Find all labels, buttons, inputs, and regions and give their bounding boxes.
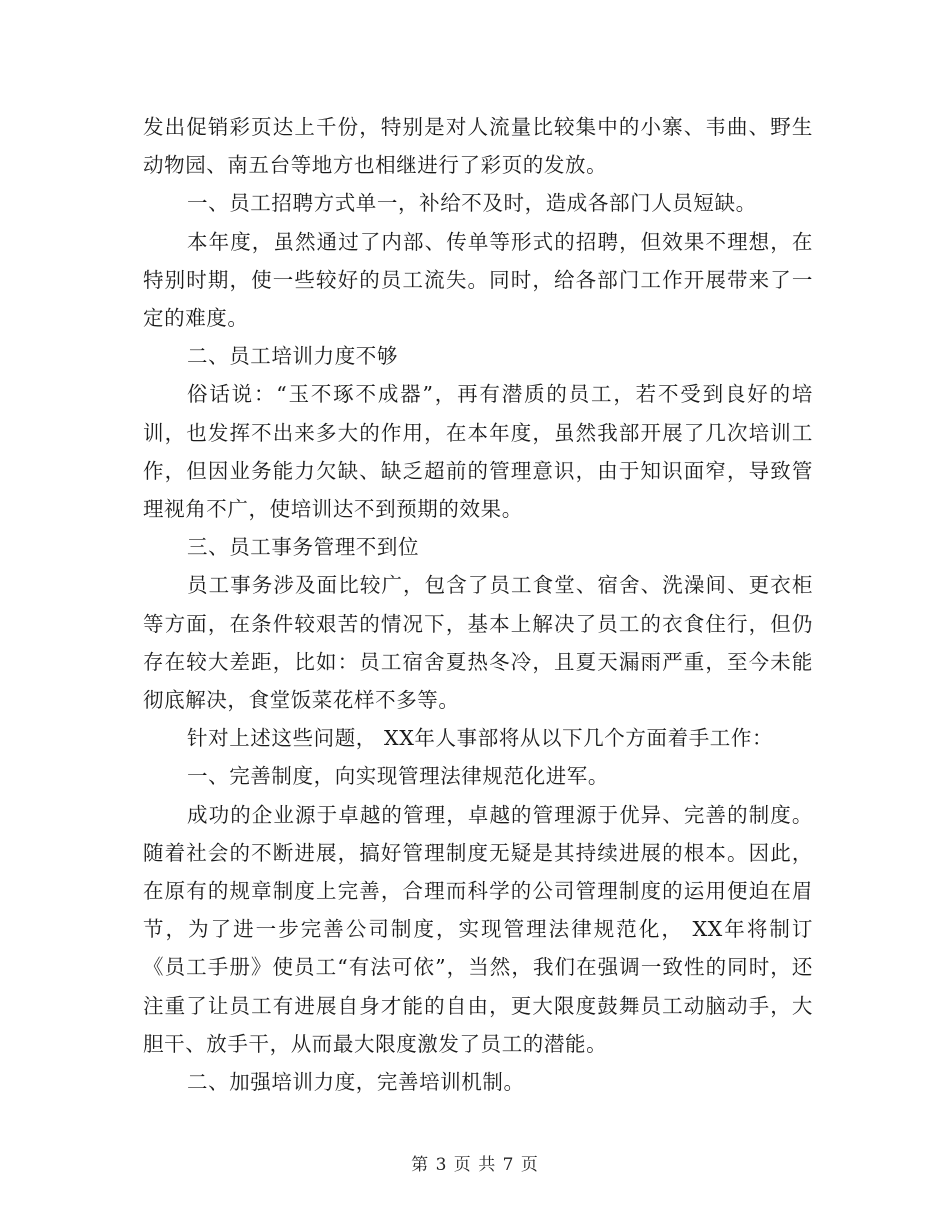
paragraph-training: 俗话说：“玉不琢不成器”，再有潜质的员工，若不受到良好的培训，也发挥不出来多大的作用，在本年度，虽然我部开展了几次培训工作，但因业务能力欠缺、缺乏超前的管理意识，由于知识面窄，导致管理视角不广，使培训达不到预期的效果。	[143, 382, 813, 522]
page-number-footer: 第 3 页 共 7 页	[411, 1155, 539, 1175]
paragraph-affairs: 员工事务涉及面比较广，包含了员工食堂、宿舍、洗澡间、更衣柜等方面，在条件较艰苦的情况下，基本上解决了员工的衣食住行，但仍存在较大差距，比如：员工宿舍夏热冬冷，且夏天漏雨严重，至今未能彻底解决，食堂饭菜花样不多等。	[143, 573, 813, 713]
section-heading-training-plan: 二、加强培训力度，完善培训机制。	[187, 1070, 525, 1095]
section-heading-system: 一、完善制度，向实现管理法律规范化进军。	[187, 764, 609, 789]
paragraph-recruitment: 本年度，虽然通过了内部、传单等形式的招聘，但效果不理想，在特别时期，使一些较好的员工流失。同时，给各部门工作开展带来了一定的难度。	[143, 229, 813, 331]
section-heading-recruitment: 一、员工招聘方式单一，补给不及时，造成各部门人员短缺。	[187, 191, 757, 216]
section-heading-training: 二、员工培训力度不够	[187, 344, 398, 369]
document-body	[143, 108, 813, 1101]
paragraph-plan-intro: 针对上述这些问题， XX年人事部将从以下几个方面着手工作：	[187, 726, 774, 751]
paragraph-continuation: 发出促销彩页达上千份，特别是对人流量比较集中的小寨、韦曲、野生动物园、南五台等地方也相继进行了彩页的发放。	[143, 115, 813, 178]
paragraph-system: 成功的企业源于卓越的管理，卓越的管理源于优异、完善的制度。随着社会的不断进展，搞好管理制度无疑是其持续进展的根本。因此，在原有的规章制度上完善，合理而科学的公司管理制度的运用便迫在眉节，为了进一步完善公司制度，实现管理法律规范化， XX年将制订《员工手册》使员工“有法可依”，当然，我们在强调一致性的同时，还注重了让员工有进展自身才能的自由，更大限度鼓舞员工动脑动手，大胆干、放手干，从而最大限度激发了员工的潜能。	[143, 802, 813, 1056]
section-heading-affairs: 三、员工事务管理不到位	[187, 535, 420, 560]
